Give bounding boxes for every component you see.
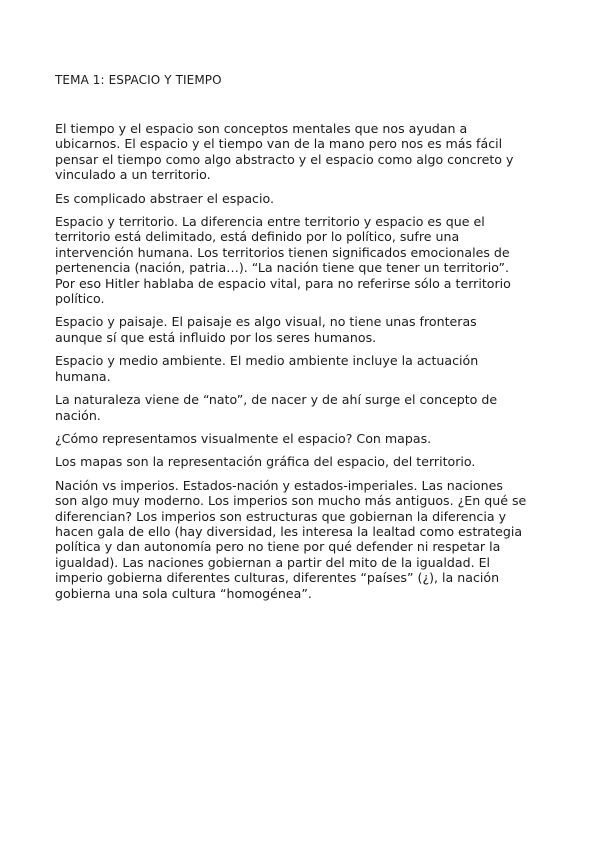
document-page: [55, 73, 555, 609]
document-title: TEMA 1: ESPACIO Y TIEMPO: [55, 73, 222, 87]
paragraph-6: La naturaleza viene de “nato”, de nacer y de ahí surge el concepto de nación.: [55, 392, 498, 423]
paragraph-5: Espacio y medio ambiente. El medio ambiente incluye la actuación humana.: [55, 353, 479, 384]
paragraph-4: Espacio y paisaje. El paisaje es algo visual, no tiene unas fronteras aunque sí que está influido por los seres humanos.: [55, 314, 477, 345]
paragraph-8: Los mapas son la representación gráfica del espacio, del territorio.: [55, 454, 476, 470]
paragraph-7: ¿Cómo representamos visualmente el espacio? Con mapas.: [55, 430, 432, 446]
paragraph-2: Es complicado abstraer el espacio.: [55, 190, 274, 206]
paragraph-9: Nación vs imperios. Estados-nación y estados-imperiales. Las naciones son algo muy moderno. Los imperios son mucho más antiguos. ¿En qué se diferencian? Los imperios son estructuras que gobiernan la diferencia y hacen gala de ello (hay diversidad, les interesa la lealtad como estrategia política y dan autonomía pero no tiene por qué defender ni respetar la igualdad). Las naciones gobiernan a partir del mito de la igualdad. El imperio gobierna diferentes culturas, diferentes “países” (¿), la nación gobierna una sola cultura “homogénea”.: [55, 477, 527, 601]
paragraph-1: El tiempo y el espacio son conceptos mentales que nos ayudan a ubicarnos. El espacio y el tiempo van de la mano pero nos es más fácil pensar el tiempo como algo abstracto y el espacio como algo concreto y vinculado a un territorio.: [55, 121, 514, 183]
paragraph-3: Espacio y territorio. La diferencia entre territorio y espacio es que el territorio está delimitado, está definido por lo político, sufre una intervención humana. Los territorios tienen significados emocionales de pertenencia (nación, patria…). “La nación tiene que tener un territorio”. Por eso Hitler hablaba de espacio vital, para no referirse sólo a territorio político.: [55, 214, 511, 307]
